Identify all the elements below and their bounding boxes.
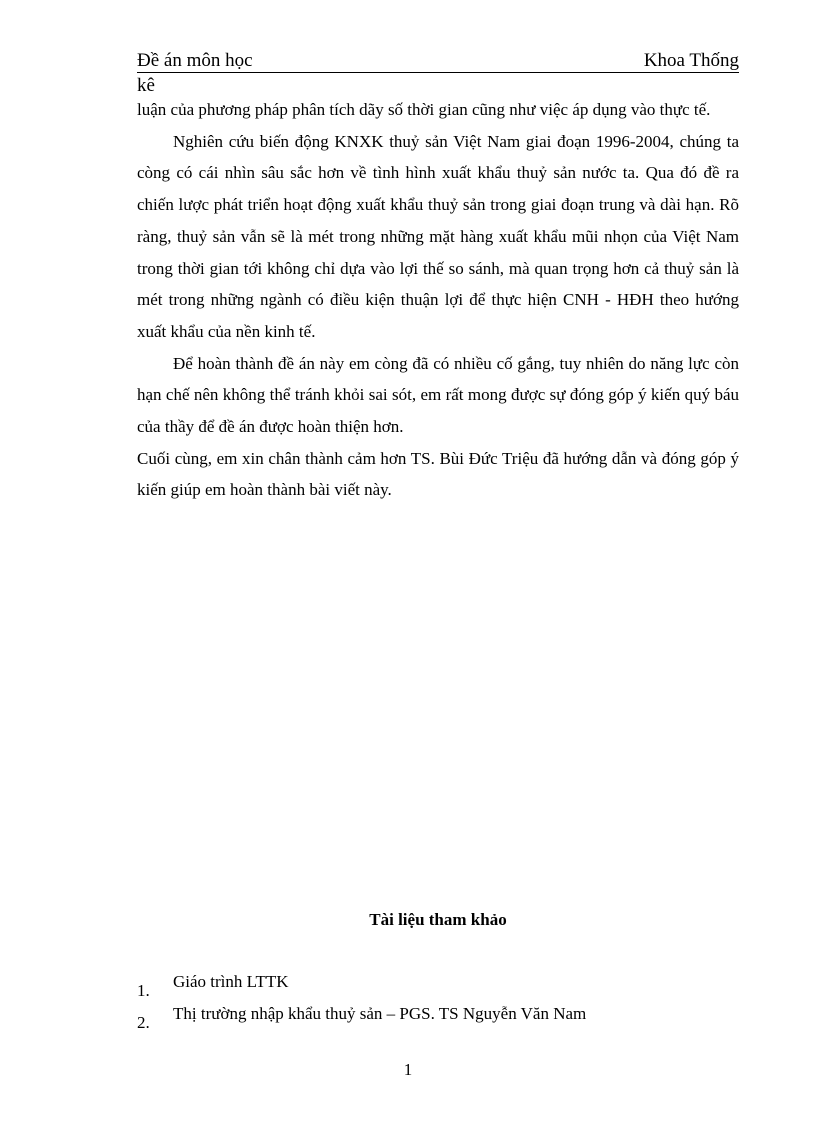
reference-text: Thị trường nhập khẩu thuỷ sản – PGS. TS Nguyễn Văn Nam	[173, 1004, 587, 1023]
header-faculty-label: Khoa Thống	[643, 50, 739, 71]
paragraph-1: luận của phương pháp phân tích dãy số thời gian cũng như việc áp dụng vào thực tế.	[137, 100, 711, 119]
paragraph-3: Để hoàn thành đề án này em còng đã có nhiều cố gắng, tuy nhiên do năng lực còn hạn chế nên không thể tránh khỏi sai sót, em rất mong được sự đóng góp ý kiến quý báu của thầy để đề án được hoàn thiện hơn.	[137, 353, 739, 437]
reference-number: 2.	[137, 1013, 150, 1032]
page-number: 1	[403, 1060, 413, 1079]
reference-number: 1.	[137, 981, 150, 1000]
reference-text: Giáo trình LTTK	[173, 972, 289, 991]
paragraph-4: Cuối cùng, em xin chân thành cảm hơn TS. Bùi Đức Triệu đã hướng dẫn và đóng góp ý kiến giúp em hoàn thành bài viết này.	[137, 448, 739, 500]
page-header	[137, 48, 739, 99]
body-text	[137, 94, 739, 506]
header-faculty-continuation: kê	[137, 75, 155, 96]
header-row	[137, 48, 739, 73]
paragraph-2: Nghiên cứu biến động KNXK thuỷ sản Việt Nam giai đoạn 1996-2004, chúng ta còng có cái nhìn sâu sắc hơn về tình hình xuất khẩu thuỷ sản nước ta. Qua đó đề ra chiến lược phát triển hoạt động xuất khẩu thuỷ sản trong giai đoạn trung và dài hạn. Rõ ràng, thuỷ sản vẫn sẽ là mét trong những mặt hàng xuất khẩu mũi nhọn của Việt Nam trong thời gian tới không chỉ dựa vào lợi thế so sánh, mà quan trọng hơn cả thuỷ sản là mét trong những ngành có điều kiện thuận lợi để thực hiện CNH - HĐH theo hướng xuất khẩu của nền kinh tế.	[137, 131, 739, 341]
references-title: Tài liệu tham khảo	[369, 910, 507, 929]
header-course-label: Đề án môn học	[137, 50, 253, 71]
